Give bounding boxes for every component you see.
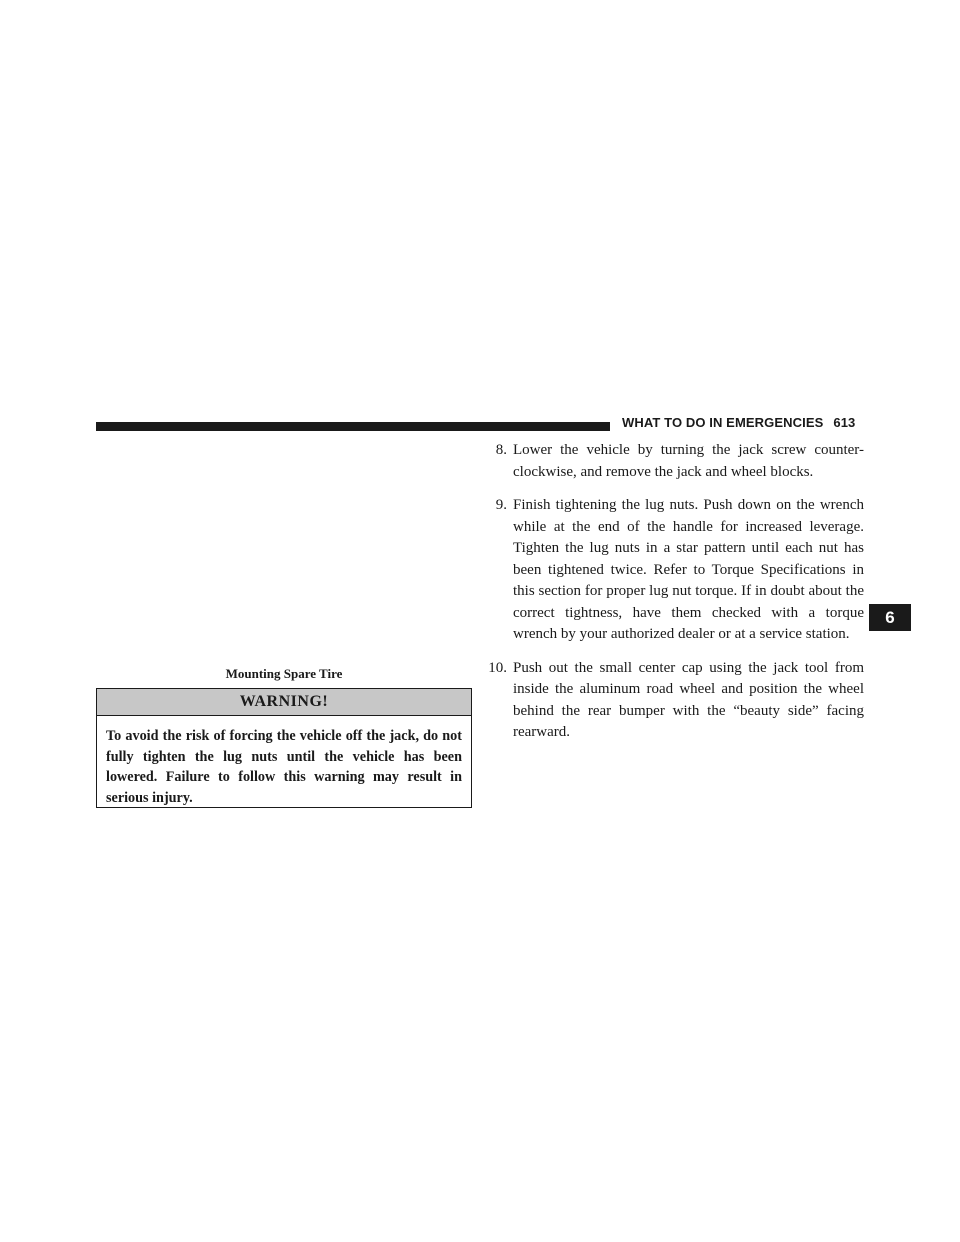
header-rule	[96, 422, 610, 431]
step-number: 10.	[488, 659, 507, 676]
running-header	[622, 415, 855, 430]
step-item	[480, 440, 864, 483]
step-item	[480, 495, 864, 646]
step-number: 8.	[495, 442, 507, 458]
warning-title: WARNING!	[97, 689, 471, 716]
warning-box	[96, 688, 472, 808]
step-number: 9.	[495, 497, 507, 513]
step-text: Lower the vehicle by turning the jack screw counter-clockwise, and remove the jack and wheel blocks.	[513, 442, 864, 480]
step-text: Finish tightening the lug nuts. Push down on the wrench while at the end of the handle for increased leverage. Tighten the lug nuts in a star pattern until each nut has been tightened twice. Refer to Torque Specifications in this section for proper lug nut torque. If in doubt about the correct tightness, have them checked with a torque wrench by your authorized dealer or at a service station.	[513, 497, 864, 642]
figure-caption: Mounting Spare Tire	[225, 666, 343, 681]
chapter-tab: 6	[869, 604, 911, 631]
step-item	[480, 658, 864, 744]
page-number: 613	[833, 415, 856, 430]
step-text: Push out the small center cap using the jack tool from inside the aluminum road wheel and position the wheel behind the rear bumper with the “beauty side” facing rearward.	[513, 659, 864, 740]
warning-text: To avoid the risk of forcing the vehicle off the jack, do not fully tighten the lug nuts until the vehicle has been lowered. Failure to follow this warning may result in serious injury.	[106, 728, 462, 806]
instruction-steps	[480, 440, 864, 756]
section-title: WHAT TO DO IN EMERGENCIES	[622, 415, 824, 430]
